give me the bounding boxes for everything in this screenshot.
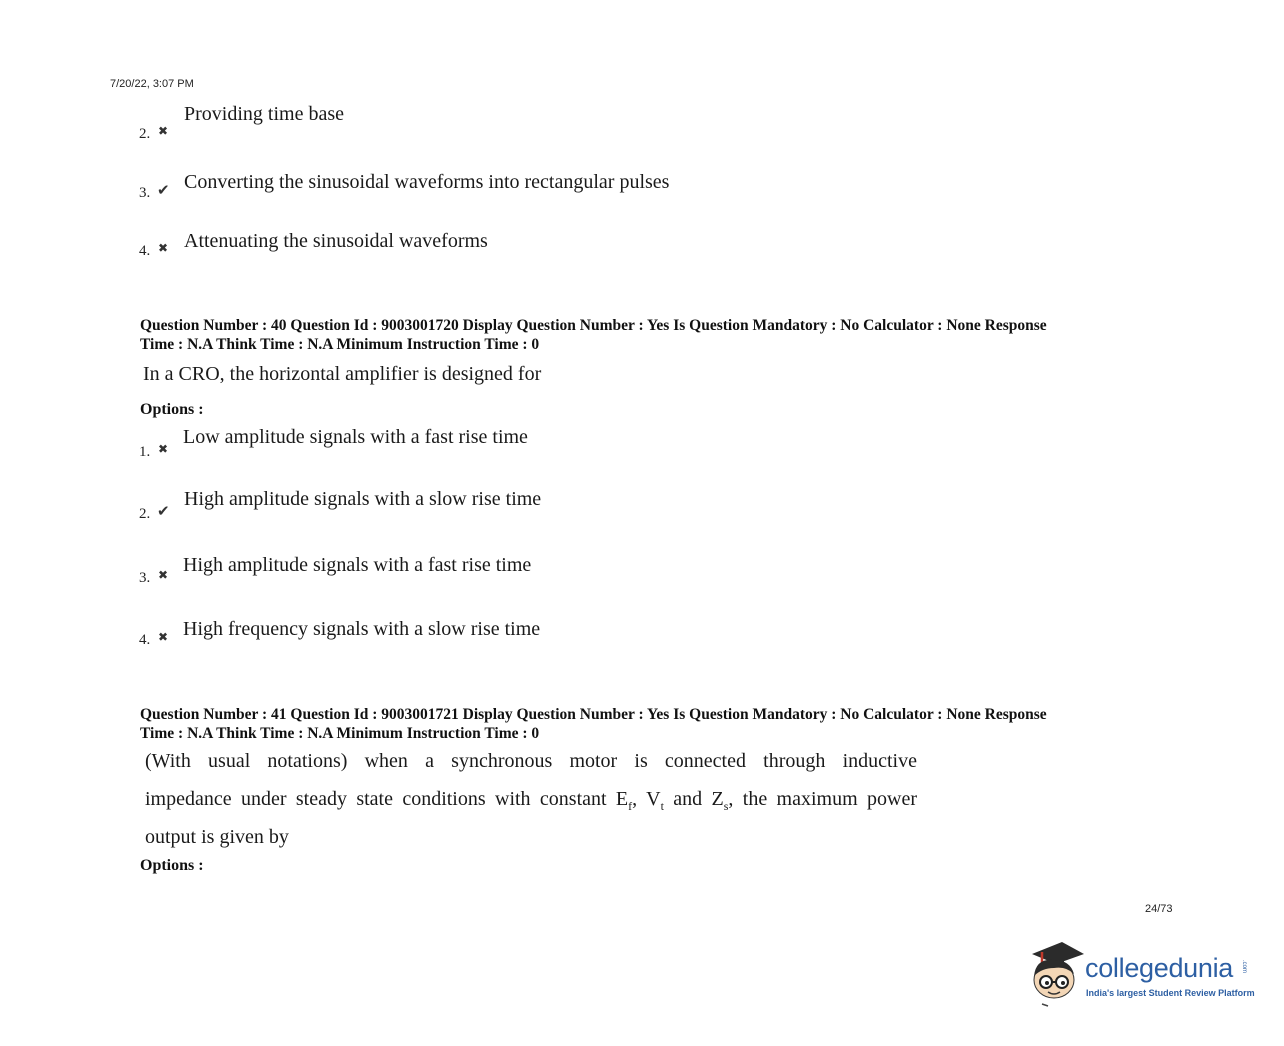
subscript: t: [660, 799, 664, 813]
subscript: s: [723, 799, 729, 813]
option-number: 2.: [139, 506, 151, 522]
question-meta-line2: Time : N.A Think Time : N.A Minimum Instruction Time : 0: [140, 336, 540, 353]
question-meta-line2: Time : N.A Think Time : N.A Minimum Instruction Time : 0: [140, 725, 540, 742]
cross-icon: ✖: [158, 442, 169, 456]
brand-suffix: .com: [1241, 960, 1247, 974]
check-icon: ✔: [157, 181, 170, 199]
subscript: f: [628, 799, 633, 813]
question-text-line2: [145, 788, 917, 814]
brand-name: collegedunia: [1085, 953, 1234, 983]
option-number: 3.: [139, 185, 151, 201]
question-text-line3: output is given by: [145, 826, 289, 848]
question-text-segment: and Z: [663, 788, 724, 810]
mascot-icon: [1022, 938, 1086, 1008]
option-text: Attenuating the sinusoidal waveforms: [184, 230, 488, 252]
cross-icon: ✖: [158, 630, 169, 644]
question-text-segment: , the maximum power: [728, 788, 917, 810]
brand-tagline: India's largest Student Review Platform: [1086, 988, 1255, 998]
question-text-segment: impedance under steady state conditions with constant E: [145, 788, 629, 810]
question-meta: [140, 705, 1160, 743]
option-text: High frequency signals with a slow rise time: [183, 618, 541, 640]
question-meta-line1: Question Number : 41 Question Id : 9003001721 Display Question Number : Yes Is Question Mandatory : No Calculator : None Response: [140, 706, 1047, 723]
option-number: 4.: [139, 243, 151, 259]
question-text-line1: (With usual notations) when a synchronous motor is connected through inductive: [145, 750, 917, 772]
option-text: Converting the sinusoidal waveforms into rectangular pulses: [184, 171, 670, 193]
option-text: Providing time base: [184, 103, 344, 125]
question-text-segment: , V: [632, 788, 661, 810]
cross-icon: ✖: [158, 241, 169, 255]
option-number: 3.: [139, 570, 151, 586]
print-datetime: 7/20/22, 3:07 PM: [110, 78, 194, 90]
option-number: 4.: [139, 632, 151, 648]
question-meta: [140, 316, 1160, 354]
cross-icon: ✖: [158, 124, 169, 138]
option-number: 1.: [139, 444, 151, 460]
question-meta-line1: Question Number : 40 Question Id : 9003001720 Display Question Number : Yes Is Question Mandatory : No Calculator : None Response: [140, 317, 1047, 334]
cross-icon: ✖: [158, 568, 169, 582]
option-number: 2.: [139, 126, 151, 142]
option-text: High amplitude signals with a slow rise time: [184, 488, 542, 510]
check-icon: ✔: [157, 502, 170, 520]
option-text: High amplitude signals with a fast rise time: [183, 554, 532, 576]
options-label: Options :: [140, 401, 204, 418]
question-text: In a CRO, the horizontal amplifier is designed for: [143, 363, 542, 385]
options-label: Options :: [140, 857, 204, 874]
option-text: Low amplitude signals with a fast rise time: [183, 426, 528, 448]
page-number: 24/73: [1145, 903, 1173, 915]
